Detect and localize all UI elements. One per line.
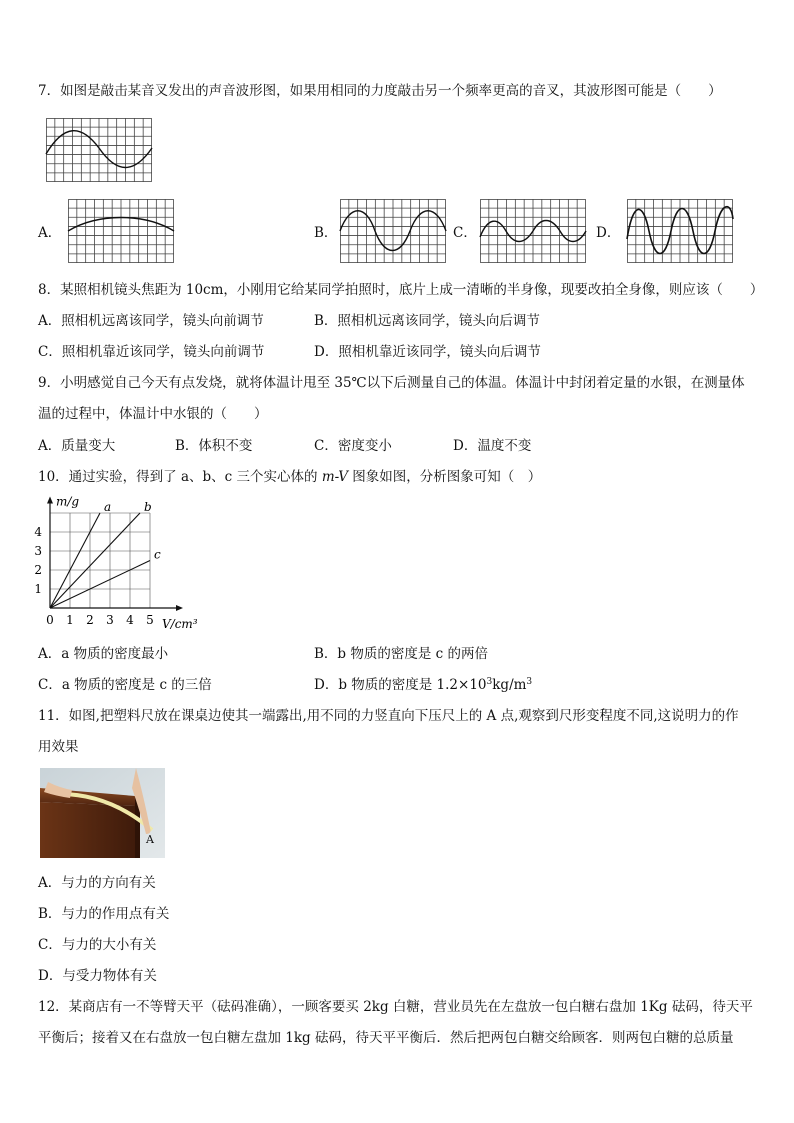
q10-text-mv: m-V <box>321 469 348 485</box>
q7-reference-waveform <box>46 118 152 182</box>
q11-option-b[interactable]: B．与力的作用点有关 <box>38 906 170 922</box>
q9-text-line2: 温的过程中，体温计中水银的（ ） <box>38 406 268 422</box>
x-tick-label: 4 <box>126 613 134 627</box>
series-line-c <box>50 561 150 609</box>
y-axis-label: m/g <box>56 494 80 509</box>
q7-option-d-label: D． <box>596 225 621 241</box>
q8-option-c[interactable]: C．照相机靠近该同学，镜头向前调节 <box>38 344 265 360</box>
ruler-desk-photo <box>40 768 165 858</box>
q11-option-d[interactable]: D．与受力物体有关 <box>38 968 157 984</box>
q7-text: 7．如图是敲击某音叉发出的声音波形图，如果用相同的力度敲击另一个频率更高的音叉，其波形图可能是（ ） <box>38 83 722 99</box>
q10-option-c[interactable]: C．a 物质的密度是 c 的三倍 <box>38 677 212 693</box>
mv-chart <box>30 494 200 635</box>
q7-option-a-label: A． <box>38 225 62 241</box>
y-tick-label: 1 <box>34 582 42 596</box>
y-tick-label: 4 <box>34 525 42 539</box>
y-axis-arrow <box>47 497 53 504</box>
y-tick-label: 3 <box>34 544 42 558</box>
q11-text-line2: 用效果 <box>38 739 79 755</box>
ruler-point-a-label: A <box>146 833 154 846</box>
q12-text-line1: 12．某商店有一不等臂天平（砝码准确），一顾客要买 2kg 白糖，营业员先在左盘放一包白糖右盘加 1Kg 砝码，待天平 <box>38 999 753 1015</box>
q10-text-suffix: 图象如图，分析图象可知（ ） <box>347 469 542 485</box>
series-label-a: a <box>104 500 112 514</box>
q11-option-c[interactable]: C．与力的大小有关 <box>38 937 157 953</box>
q8-text: 8．某照相机镜头焦距为 10cm，小刚用它给某同学拍照时，底片上成一清晰的半身像，现要改拍全身像，则应该（ ） <box>38 282 764 298</box>
series-line-b <box>50 513 140 608</box>
x-tick-label: 2 <box>86 613 94 627</box>
q10-text <box>38 468 541 486</box>
x-tick-label: 5 <box>146 613 154 627</box>
series-label-b: b <box>144 500 152 514</box>
q10-option-b[interactable]: B．b 物质的密度是 c 的两倍 <box>314 646 488 662</box>
q7-option-a-waveform[interactable] <box>68 199 174 263</box>
q10-option-a[interactable]: A．a 物质的密度最小 <box>38 646 169 662</box>
q10-option-d-unit-exp: 3 <box>526 677 533 687</box>
q7-option-d-waveform[interactable] <box>627 199 733 263</box>
q10-option-d-exp: 3 <box>486 677 493 687</box>
x-axis-label: V/cm³ <box>162 617 198 631</box>
series-label-c: c <box>154 547 161 562</box>
q7-option-b-label: B． <box>314 225 338 241</box>
q9-text-line1: 9．小明感觉自己今天有点发烧，就将体温计甩至 35℃以下后测量自己的体温。体温计中封闭着定量的水银，在测量体 <box>38 375 745 391</box>
q8-option-a[interactable]: A．照相机远离该同学，镜头向前调节 <box>38 313 264 329</box>
q9-option-a[interactable]: A．质量变大 <box>38 438 116 454</box>
q7-option-c-label: C． <box>453 225 477 241</box>
q12-text-line2: 平衡后；接着又在右盘放一包白糖左盘加 1kg 砝码，待天平平衡后．然后把两包白糖交给顾客．则两包白糖的总质量 <box>38 1030 734 1046</box>
series-line-a <box>50 513 100 608</box>
q10-option-d-text: D．b 物质的密度是 1.2×10 <box>314 677 487 693</box>
q9-option-b[interactable]: B．体积不变 <box>175 438 253 454</box>
q10-option-d[interactable] <box>314 676 532 696</box>
q7-option-c-waveform[interactable] <box>480 199 586 263</box>
y-tick-label: 2 <box>34 563 42 577</box>
q9-option-c[interactable]: C．密度变小 <box>314 438 392 454</box>
x-tick-label: 0 <box>46 613 54 627</box>
q11-option-a[interactable]: A．与力的方向有关 <box>38 875 156 891</box>
x-tick-label: 1 <box>66 613 74 627</box>
q8-option-d[interactable]: D．照相机靠近该同学，镜头向后调节 <box>314 344 541 360</box>
q7-option-b-waveform[interactable] <box>340 199 446 263</box>
x-axis-arrow <box>176 605 183 611</box>
q10-text-prefix: 10．通过实验，得到了 a、b、c 三个实心体的 <box>38 469 322 485</box>
q10-option-d-unit: kg/m <box>492 677 527 693</box>
q11-text-line1: 11．如图,把塑料尺放在课桌边使其一端露出,用不同的力竖直向下压尺上的 A 点,观察到尺形变程度不同,这说明力的作 <box>38 708 739 724</box>
x-tick-label: 3 <box>106 613 114 627</box>
q8-option-b[interactable]: B．照相机远离该同学，镜头向后调节 <box>314 313 540 329</box>
q9-option-d[interactable]: D．温度不变 <box>453 438 532 454</box>
